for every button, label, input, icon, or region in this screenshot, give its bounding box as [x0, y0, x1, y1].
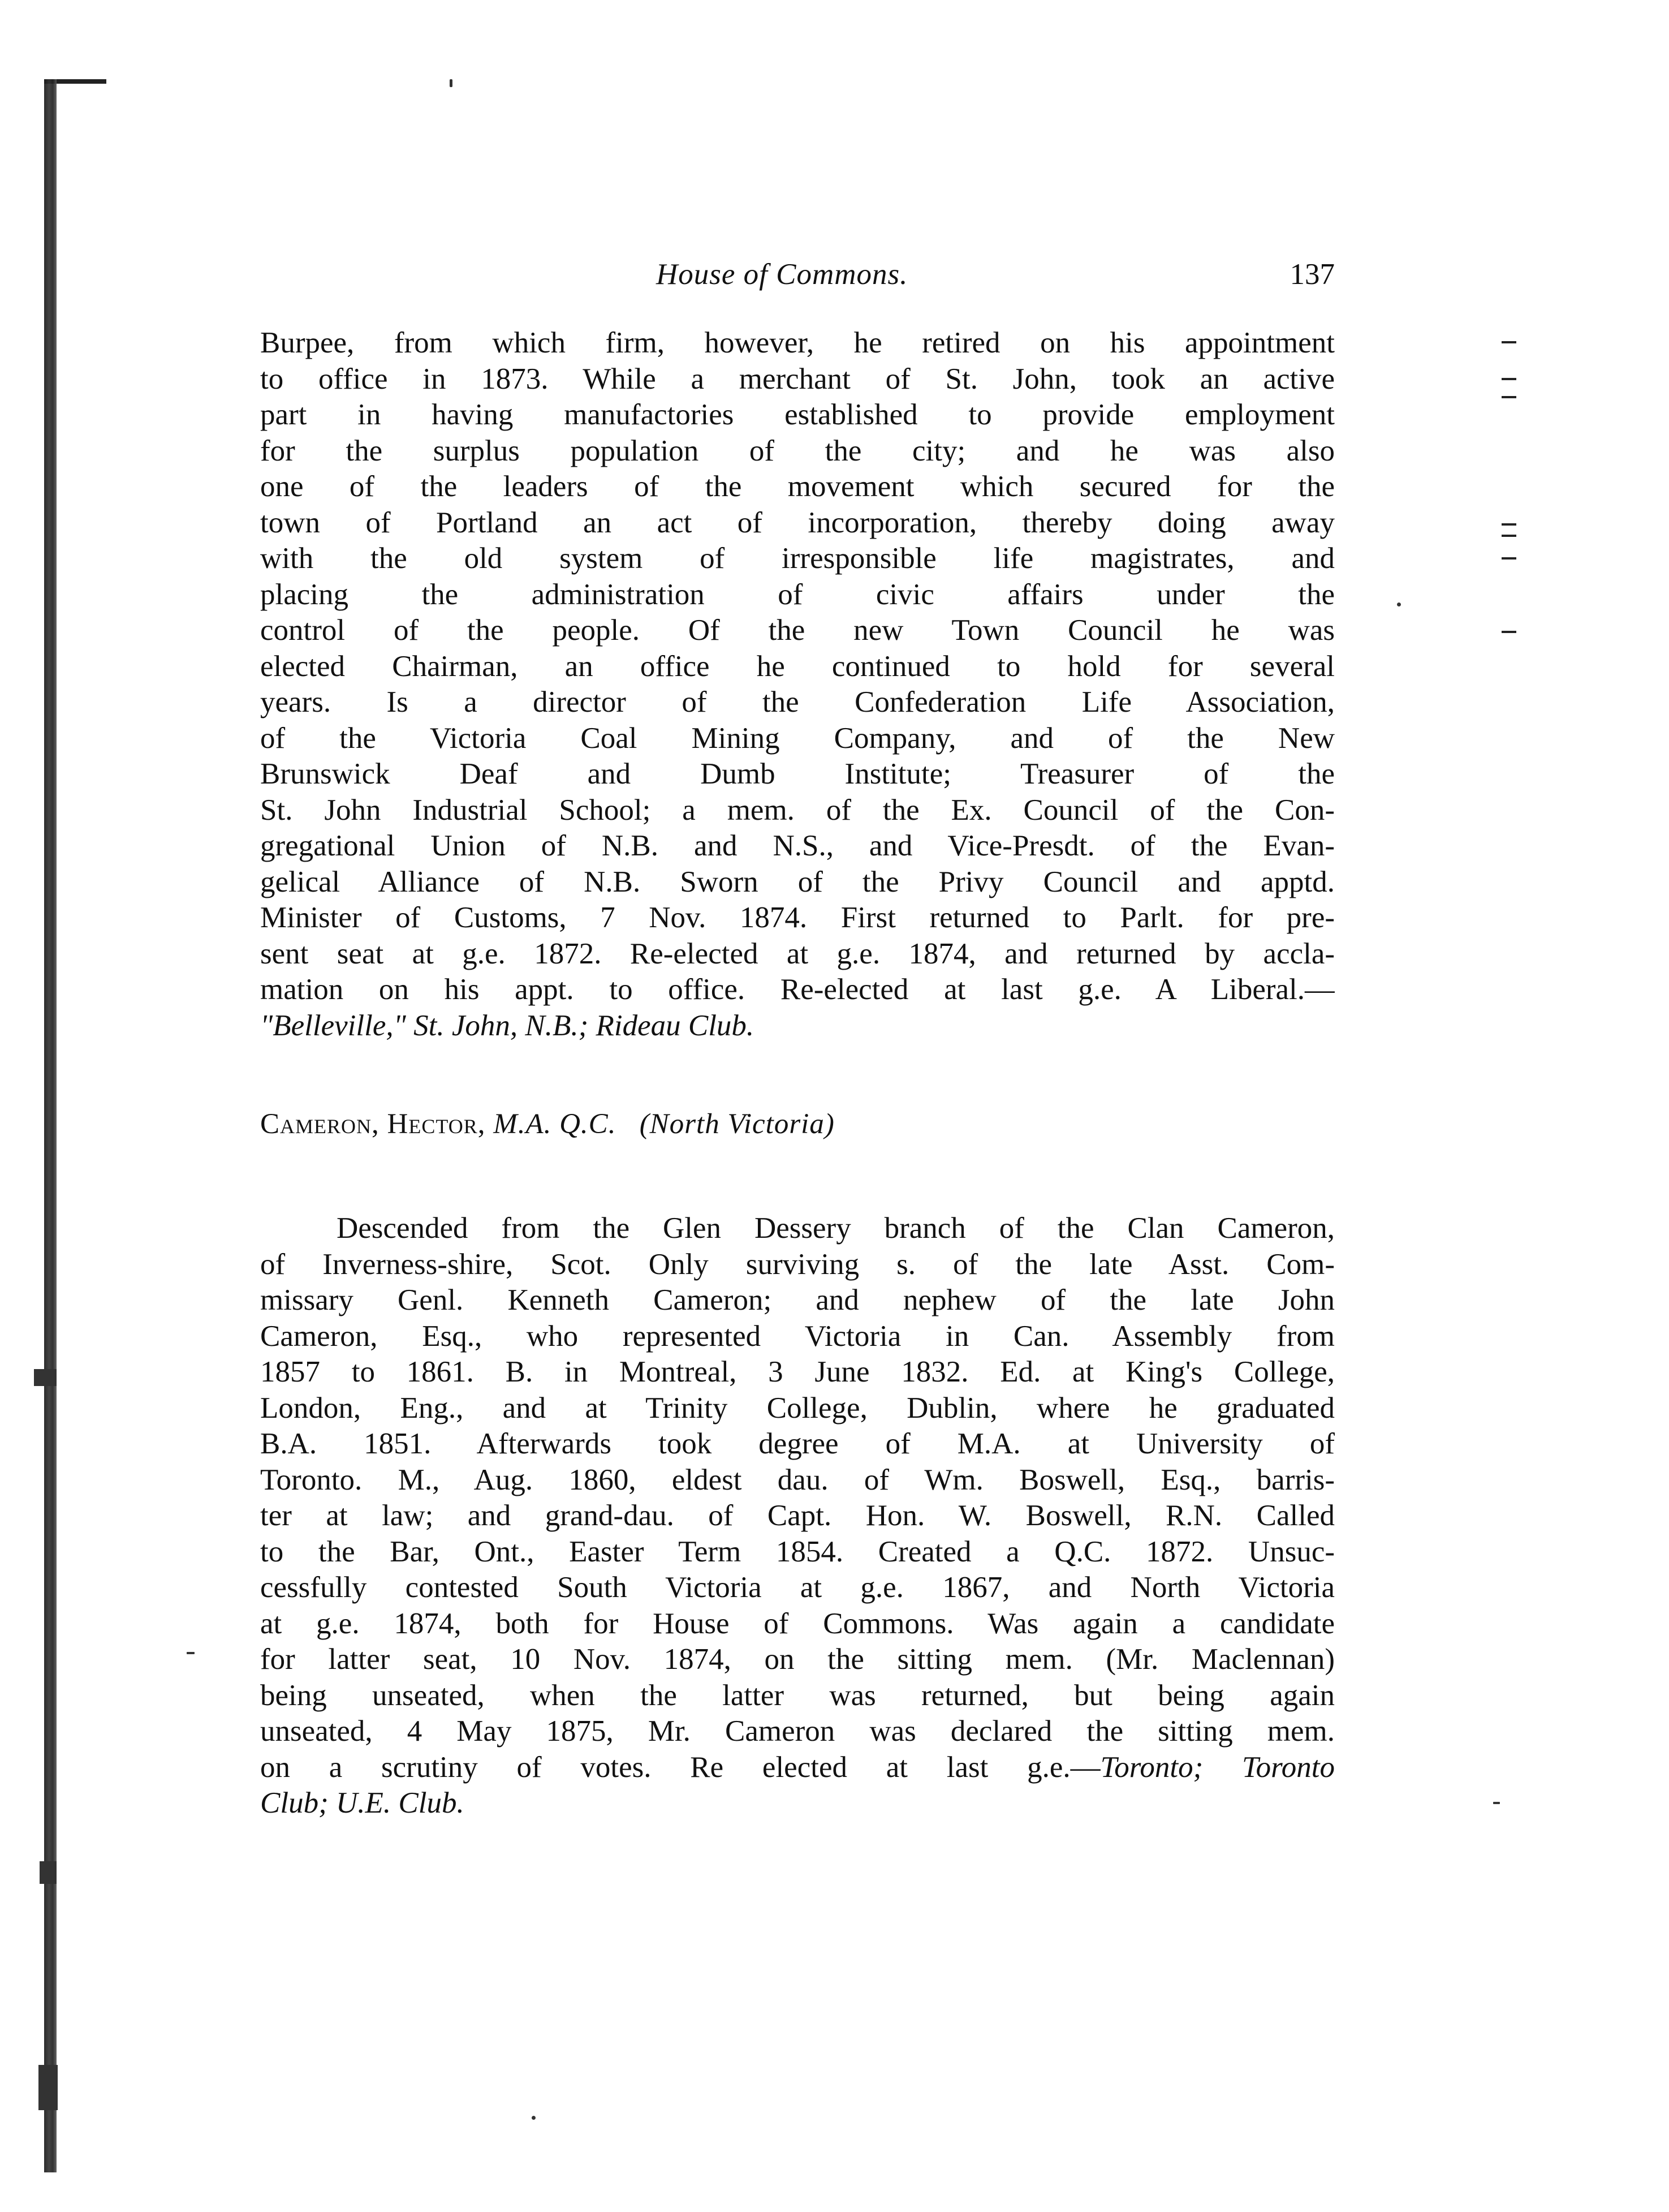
- text-line: years. Is a director of the Confederation Life Association,: [260, 686, 1335, 718]
- text-line: [260, 1750, 1335, 1786]
- text-line: with the old system of irresponsible life magistrates, and: [260, 542, 1335, 575]
- stray-mark: [450, 79, 452, 87]
- text-line: Burpee, from which firm, however, he retired on his appointment: [260, 326, 1335, 359]
- entry-continued-body: [260, 325, 1335, 1044]
- page-header: [260, 257, 1335, 297]
- margin-mark: [1502, 523, 1516, 526]
- entry-cameron-body: [260, 1211, 1335, 1822]
- page-number: 137: [1290, 258, 1335, 291]
- text-line: St. John Industrial School; a mem. of the Ex. Council of the Con-: [260, 793, 1335, 827]
- text-line: Brunswick Deaf and Dumb Institute; Treasurer of the: [260, 758, 1335, 790]
- text-line: placing the administration of civic affairs under the: [260, 578, 1335, 611]
- entry-constituency: (North Victoria): [639, 1108, 835, 1140]
- margin-mark: [1502, 535, 1516, 537]
- text-line: being unseated, when the latter was returned, but being again: [260, 1679, 1335, 1712]
- stray-mark: [1493, 1802, 1500, 1804]
- text-line: London, Eng., and at Trinity College, Dublin, where he graduated: [260, 1391, 1335, 1425]
- address-line: "Belleville," St. John, N.B.; Rideau Club.: [260, 1009, 754, 1042]
- scan-speck: [40, 1861, 57, 1884]
- text-line: sent seat at g.e. 1872. Re-elected at g.e. 1874, and returned by accla-: [260, 937, 1335, 970]
- text-line: Cameron, Esq., who represented Victoria in Can. Assembly from: [260, 1319, 1335, 1353]
- text-line: 1857 to 1861. B. in Montreal, 3 June 1832. Ed. at King's College,: [260, 1355, 1335, 1388]
- text-line: of Inverness-shire, Scot. Only surviving s. of the late Asst. Com-: [260, 1247, 1335, 1281]
- text-line: one of the leaders of the movement which secured for the: [260, 470, 1335, 503]
- text-line-main: on a scrutiny of votes. Re elected at last g.e.—: [260, 1750, 1101, 1784]
- text-line: mation on his appt. to office. Re-elected at last g.e. A Liberal.—: [260, 973, 1335, 1006]
- club-line: Club; U.E. Club.: [260, 1787, 464, 1819]
- text-line: elected Chairman, an office he continued to hold for several: [260, 649, 1335, 683]
- text-line: unseated, 4 May 1875, Mr. Cameron was declared the sitting mem.: [260, 1715, 1335, 1748]
- entry-surname: Cameron,: [260, 1108, 379, 1140]
- text-line: Toronto. M., Aug. 1860, eldest dau. of Wm. Boswell, Esq., barris-: [260, 1463, 1335, 1496]
- text-line: part in having manufactories established to provide employment: [260, 398, 1335, 431]
- stray-mark: [532, 2116, 536, 2120]
- text-line: gregational Union of N.B. and N.S., and Vice-Presdt. of the Evan-: [260, 829, 1335, 862]
- text-line: of the Victoria Coal Mining Company, and of the New: [260, 721, 1335, 755]
- stray-mark: [187, 1652, 195, 1654]
- scan-speck: [34, 1369, 57, 1386]
- text-line: control of the people. Of the new Town Council he was: [260, 614, 1335, 647]
- text-line: missary Genl. Kenneth Cameron; and nephew of the late John: [260, 1284, 1335, 1316]
- entry-given-name: Hector,: [387, 1108, 486, 1140]
- text-line: B.A. 1851. Afterwards took degree of M.A. at University of: [260, 1427, 1335, 1460]
- margin-mark: [1502, 557, 1516, 560]
- text-line: Descended from the Glen Dessery branch of the Clan Cameron,: [337, 1212, 1335, 1245]
- text-line: town of Portland an act of incorporation, thereby doing away: [260, 506, 1335, 539]
- text-line: gelical Alliance of N.B. Sworn of the Privy Council and apptd.: [260, 865, 1335, 898]
- entry-heading: [260, 1108, 835, 1141]
- text-line: for the surplus population of the city; and he was also: [260, 434, 1335, 467]
- margin-mark: [1502, 341, 1516, 343]
- scan-speck: [38, 2065, 58, 2110]
- text-line: ter at law; and grand-dau. of Capt. Hon. W. Boswell, R.N. Called: [260, 1499, 1335, 1532]
- margin-mark: [1502, 378, 1516, 380]
- text-line: Minister of Customs, 7 Nov. 1874. First returned to Parlt. for pre-: [260, 901, 1335, 934]
- text-line: cessfully contested South Victoria at g.e. 1867, and North Victoria: [260, 1571, 1335, 1604]
- stray-mark: [1397, 603, 1401, 606]
- running-head: House of Commons.: [656, 258, 908, 291]
- margin-mark: [1502, 396, 1516, 398]
- text-line: to office in 1873. While a merchant of St. John, took an active: [260, 362, 1335, 395]
- entry-degrees: M.A. Q.C.: [493, 1108, 616, 1140]
- text-line: at g.e. 1874, both for House of Commons. Was again a candidate: [260, 1607, 1335, 1640]
- binding-edge: [44, 79, 57, 2172]
- text-line: to the Bar, Ont., Easter Term 1854. Created a Q.C. 1872. Unsuc-: [260, 1535, 1335, 1568]
- text-line-italic-tail: Toronto; Toronto: [1100, 1750, 1335, 1784]
- margin-mark: [1502, 631, 1516, 633]
- text-line: for latter seat, 10 Nov. 1874, on the sitting mem. (Mr. Maclennan): [260, 1643, 1335, 1676]
